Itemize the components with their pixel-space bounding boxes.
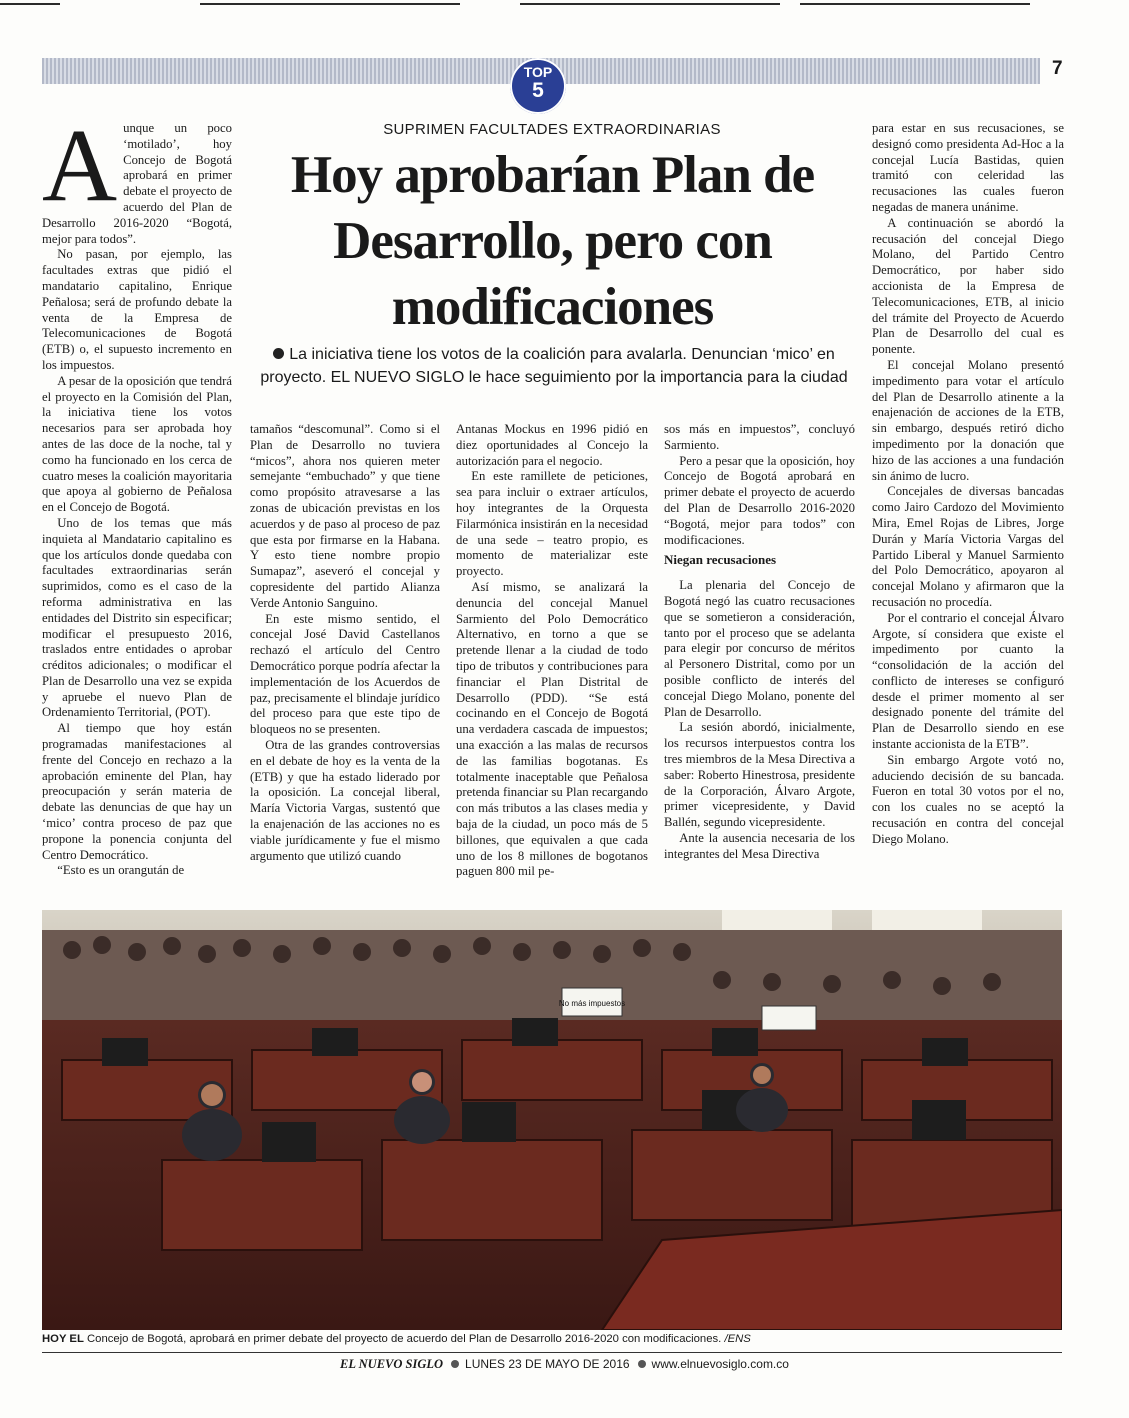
paragraph: Concejales de diversas bancadas como Jairo Cardozo del Movimiento Mira, Emel Rojas de Libres, Jorge Durán y María Victoria Vargas del Partido Liberal y Manuel Sarmiento del Polo Democrático, apoyaron al concejal Molano y afirmaron que la recusación no procedía.: [872, 484, 1064, 609]
article-column-4: [664, 422, 855, 863]
paragraph: para estar en sus recusaciones, se designó como presidenta Ad-Hoc a la concejal Lucía Bastidas, quien tramitó con celeridad las recusaciones las cuales fueron negadas de manera unánime.: [872, 121, 1064, 214]
drop-cap: A: [42, 108, 118, 223]
paragraph: La sesión abordó, inicialmente, los recursos interpuestos contra los tres miembros de la Mesa Directiva a saber: Roberto Hinestrosa, presidente de la Corporación, Álvaro Argote, primer vicepresidente, y David Ballén, segundo vicepresidente.: [664, 720, 855, 830]
bullet-icon: [638, 1360, 646, 1368]
paragraph: Otra de las grandes controversias en el debate de hoy es la venta de la (ETB) y que ha estado liderado por la oposición. La concejal liberal, María Victoria Vargas, sustentó que la enajenación de las acciones no es viable jurídicamente y fue el mismo argumento que utilizó cuando: [250, 737, 440, 863]
paragraph: En este ramillete de peticiones, sea para incluir o extraer artículos, hoy integrantes de la Orquesta Filarmónica insistirán en la necesidad de una sede – teatro propio, es momento de materializar este proyecto.: [456, 469, 648, 579]
newspaper-logo: EL NUEVO SIGLO: [340, 1357, 444, 1371]
paragraph: A pesar de la oposición que tendrá el proyecto en la Comisión del Plan, la iniciativa tiene los votos necesarios para ser aprobada hoy antes de las doce de la noche, tal y como ha funcionado en los cerca de cuatro meses la coalición mayoritaria que apoya al gobierno de Peñalosa en el Concejo de Bogotá.: [42, 373, 232, 515]
deck-text: La iniciativa tiene los votos de la coalición para avalarla. Denuncian ‘mico’ en proyecto. EL NUEVO SIGLO le hace seguimiento por la importancia para la ciudad: [260, 346, 848, 386]
caption-credit: /ENS: [724, 1333, 751, 1345]
article-column-1: [42, 108, 232, 879]
paragraph: A continuación se abordó la recusación del concejal Diego Molano, del Partido Centro Democrático, por haber sido accionista de la Empresa de Telecomunicaciones, ETB, al inicio del trámite del Proyecto de Acuerdo Plan de Desarrollo del cual es ponente.: [872, 215, 1064, 357]
top-5-badge: [510, 58, 566, 114]
subhead: Niegan recusaciones: [664, 552, 777, 568]
headline: Hoy aprobarían Plan de Desarrollo, pero con modificaciones: [290, 146, 815, 336]
article-column-3: [456, 422, 648, 880]
paragraph: Al tiempo que hoy están programadas manifestaciones al frente del Concejo en rechazo a la aprobación eminente del Plan, hay preocupación y serán materia de debate las denuncias de que hay un ‘mico’ contra proceso de paz que propone la ponencia conjunta del Centro Democrático.: [42, 721, 232, 862]
bullet-icon: [273, 348, 284, 359]
paragraph: El concejal Molano presentó impedimento para votar el artículo del Plan de Desarrollo atinente a la enajenación de acciones de la ETB, sin embargo, después retiró dicho impedimento por la donación que hizo de las acciones a una fundación sin ánimo de lucro.: [872, 357, 1064, 483]
footer-url[interactable]: www.elnuevosiglo.com.co: [651, 1357, 789, 1371]
paragraph: Así mismo, se analizará la denuncia del concejal Manuel Sarmiento del Polo Democrático Alternativo, en torno a que se pretende llenar a la ciudad de todo tipo de tributos y contribuciones para financiar el Plan Distrital de Desarrollo (PDD). “Se está cocinando en el Concejo de Bogotá una verdadera cascada de impuestos; una exacción a las malas de recursos de las familias bogotanas. Es totalmente inaceptable que Peñalosa pretenda financiar su Plan recargando con más tributos a las clases media y baja de la ciudad, un poco más de 5 billones, que equivalen a que cada uno de los 8 millones de bogotanos paguen 800 mil pe-: [456, 579, 648, 879]
paragraph: unque un poco ‘motilado’, hoy Concejo de Bogotá aprobará en primer debate el proyecto de acuerdo del Plan de Desarrollo 2016-2020 “Bogotá, mejor para todos”.: [42, 121, 232, 246]
photo-caption: [42, 1333, 1062, 1345]
paragraph: Uno de los temas que más inquieta al Mandatario capitalino es que los artículos donde quedaba con facultades extraordinarias serán suprimidos, como es el caso de la reforma administrativa en las entidades del Distrito sin especificar; modificar el presupuesto 2016, traslados entre entidades o aprobar créditos adicionales; o modificar el Plan de Desarrollo una vez se expida y apruebe el nuevo Plan de Ordenamiento Territorial, (POT).: [42, 515, 232, 720]
paragraph: Por el contrario el concejal Álvaro Argote, sí considera que existe el impedimento por cuanto la “consolidación de la acción del conflicto de intereses se configuró desde el primer momento al ser designado ponente del trámite del Plan de Desarrollo siendo en ese instante accionista de la ETB”.: [872, 610, 1064, 752]
paragraph: sos más en impuestos”, concluyó Sarmiento.: [664, 422, 855, 452]
article-column-2: [250, 422, 440, 864]
paragraph: En este mismo sentido, el concejal José David Castellanos rechazó el artículo del Centro Democrático porque podría afectar la implementación de los Acuerdos de paz, precisamente el blindaje jurídico del proceso para que este tipo de bloqueos no se presenten.: [250, 611, 440, 737]
page-footer: [340, 1357, 789, 1372]
caption-text: Concejo de Bogotá, aprobará en primer debate del proyecto de acuerdo del Plan de Desarrollo 2016-2020 con modificaciones.: [87, 1333, 722, 1345]
paragraph: Sin embargo Argote votó no, aduciendo decisión de su bancada. Fueron en total 30 votos por el no, con los cuales no se aceptó la recusación en contra del concejal Diego Molano.: [872, 752, 1064, 846]
paragraph: La plenaria del Concejo de Bogotá negó las cuatro recusaciones que se sometieron a consideración, tanto por el proceso que se adelanta para elegir por concurso de méritos al Personero Distrital, como por un posible conflicto de interés del concejal Diego Molano, ponente del Plan de Desarrollo.: [664, 578, 855, 719]
kicker: SUPRIMEN FACULTADES EXTRAORDINARIAS: [383, 121, 721, 138]
badge-top-label: TOP: [523, 64, 553, 80]
council-chamber-illustration: [42, 910, 1062, 1330]
article-column-5: [872, 121, 1064, 848]
top-border-line: [0, 0, 1129, 10]
footer-date: LUNES 23 DE MAYO DE 2016: [465, 1357, 630, 1371]
paragraph: Pero a pesar que la oposición, hoy Concejo de Bogotá aprobará en primer debate el proyecto de acuerdo del Plan de Desarrollo 2016-2020 “Bogotá, mejor para todos” con modificaciones.: [664, 453, 855, 547]
bullet-icon: [451, 1360, 459, 1368]
paragraph: Ante la ausencia necesaria de los integrantes del Mesa Directiva: [664, 830, 855, 861]
page-number: 7: [1052, 58, 1063, 79]
footer-rule: [42, 1352, 1062, 1353]
council-chamber-photo: [42, 910, 1062, 1330]
deck: [255, 343, 853, 389]
badge-number: 5: [532, 79, 544, 102]
paragraph: tamaños “descomunal”. Como si el Plan de Desarrollo no tuviera “micos”, ahora nos quieren meter semejante “embuchado” y que tiene como propósito atravesarse a las zonas de ubicación previstas en los acuerdos y de paso al proceso de paz que esta por firmarse en la Habana. Y esto tiene nombre propio Sumapaz”, aseveró el concejal y copresidente del partido Alianza Verde Antonio Sanguino.: [250, 422, 440, 610]
sign-text: No más impuestos: [558, 999, 626, 1008]
paragraph: “Esto es un orangután de: [57, 863, 185, 878]
paragraph: Antanas Mockus en 1996 pidió en diez oportunidades al Concejo la autorización para el negocio.: [456, 422, 648, 468]
caption-lead: HOY EL: [42, 1333, 84, 1345]
paragraph: No pasan, por ejemplo, las facultades extras que pidió el mandatario capitalino, Enrique Peñalosa; será de profundo debate la venta de la Empresa de Telecomunicaciones de Bogotá (ETB) o, el supuesto incremento en los impuestos.: [42, 247, 232, 372]
